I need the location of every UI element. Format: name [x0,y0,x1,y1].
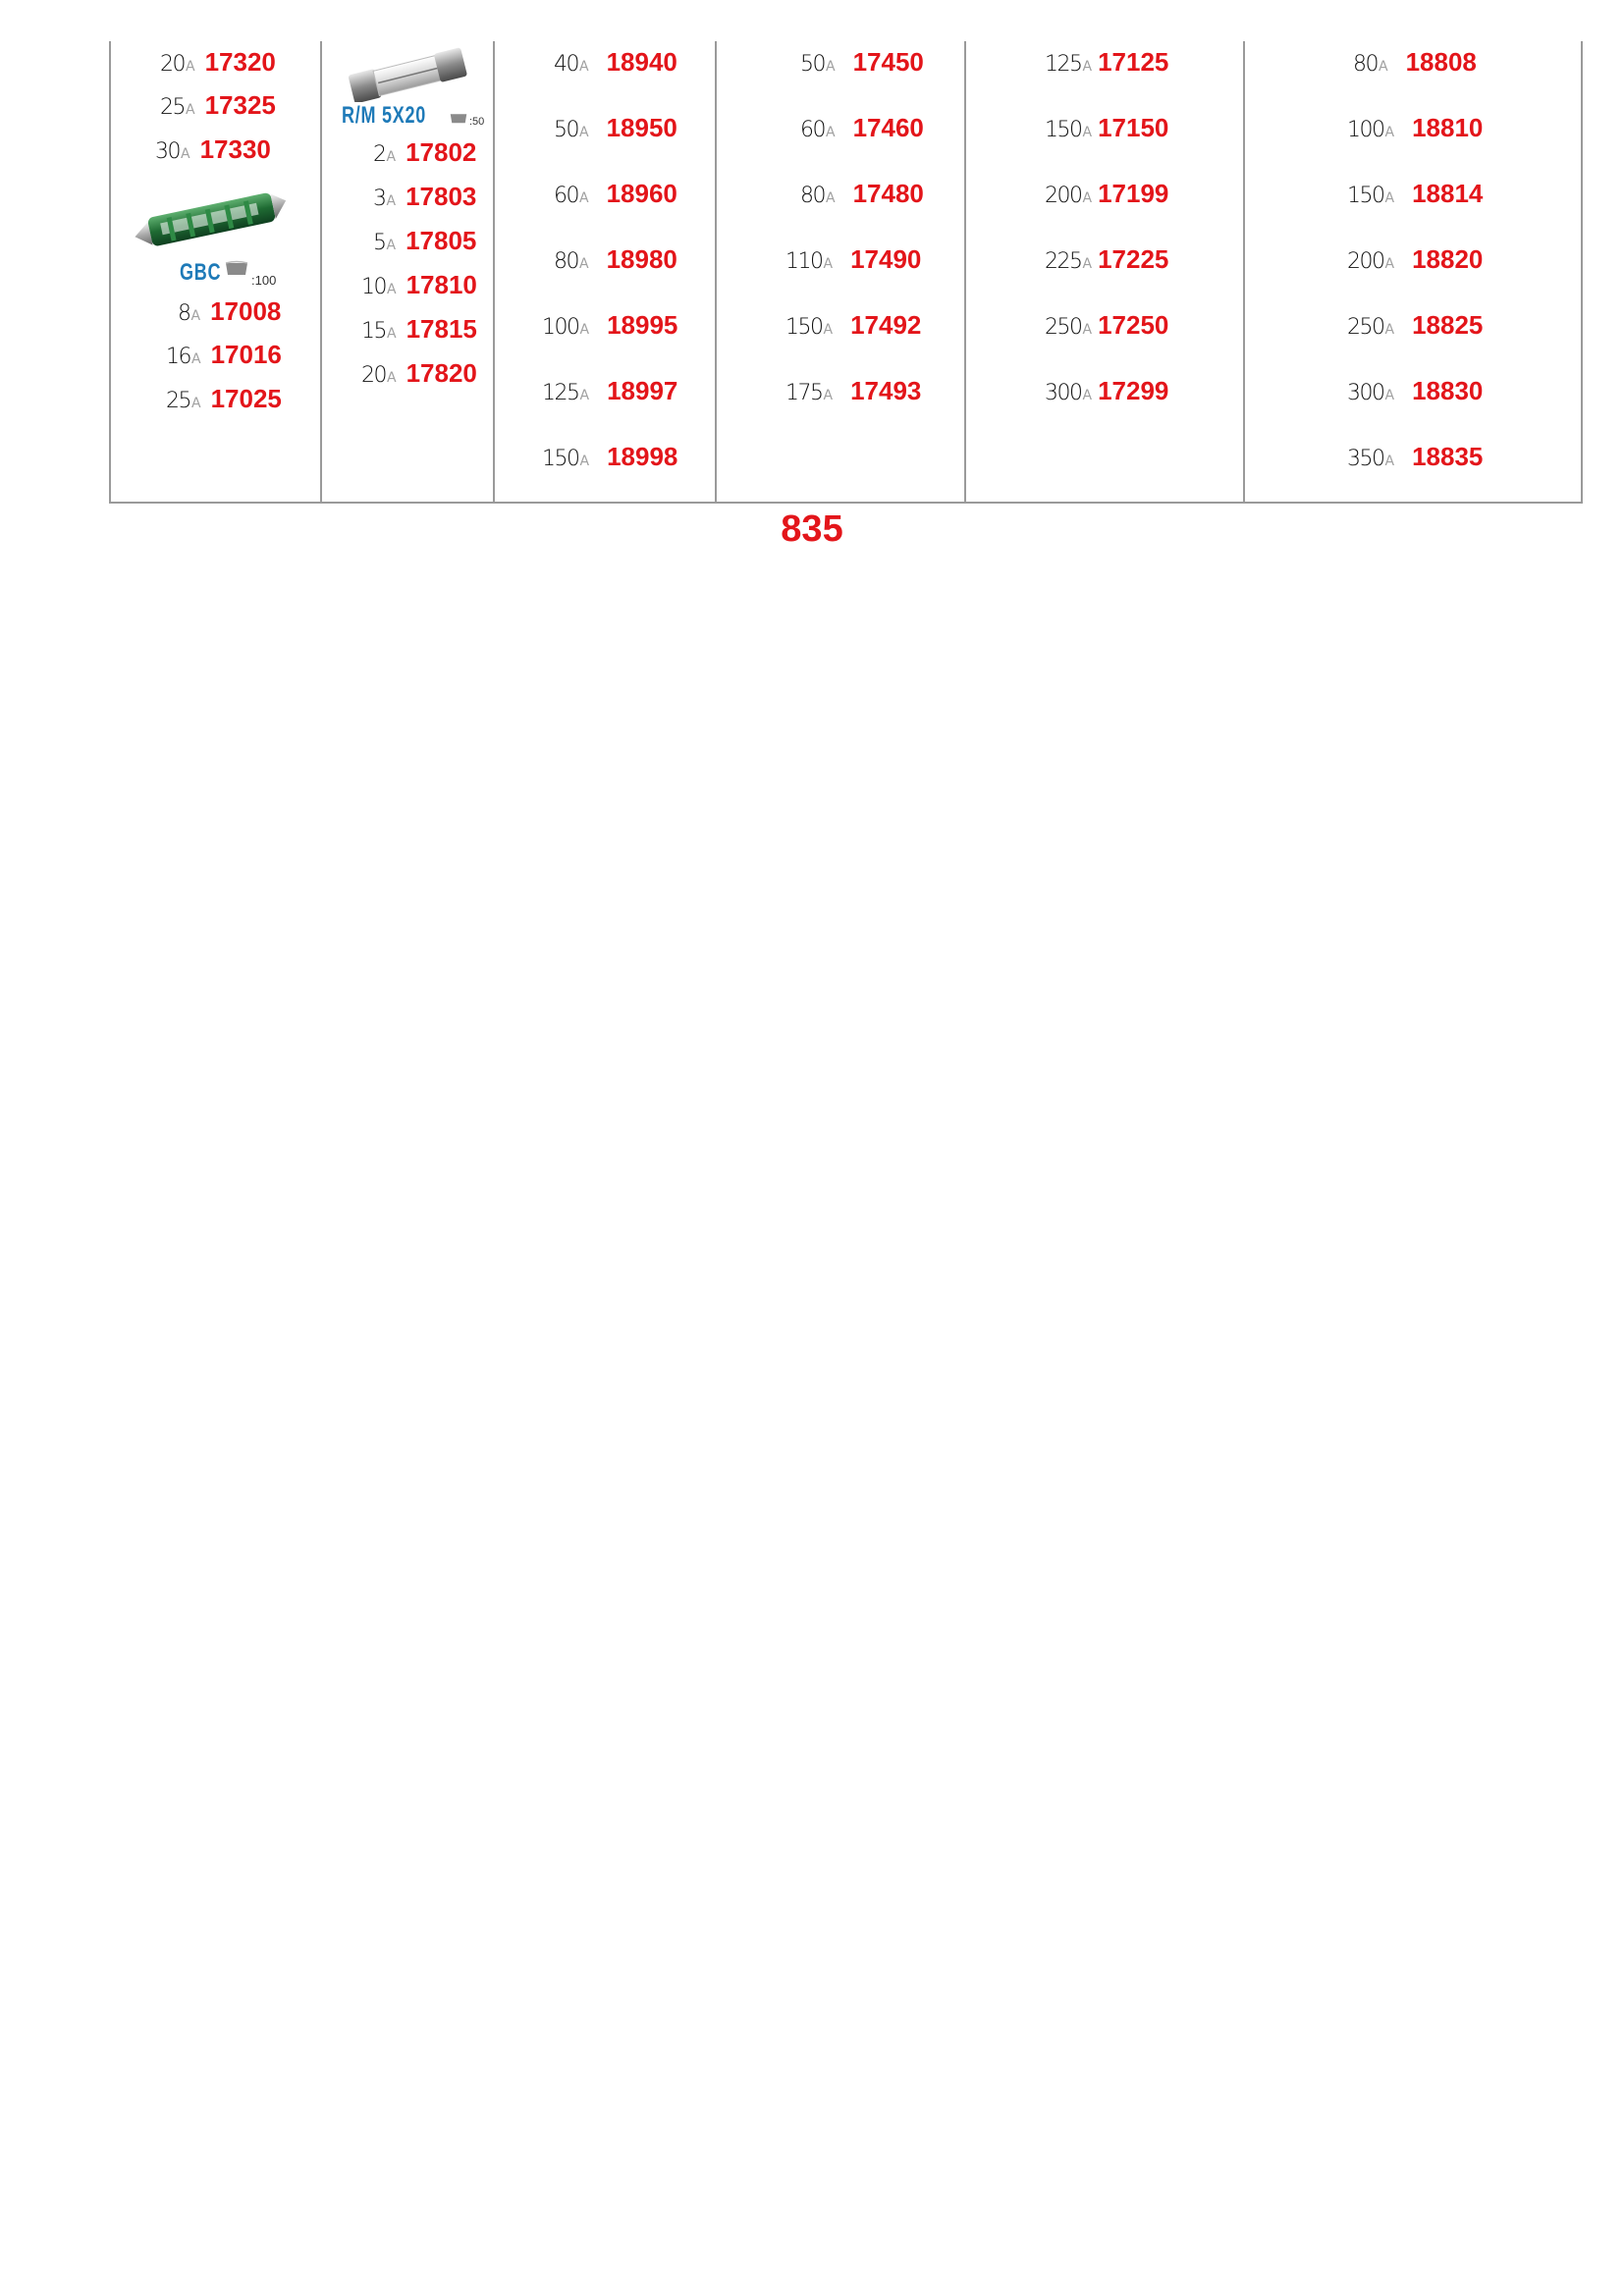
product-code: 18810 [1412,113,1484,142]
unit: A [579,322,590,338]
list-item [1045,49,1168,76]
unit: A [1384,256,1395,272]
list-item [178,298,281,325]
amperage: 50 [800,52,825,77]
product-code: 18995 [607,310,678,340]
amperage: 175 [785,381,823,405]
list-item [542,312,677,339]
list-item [800,115,924,141]
amperage: 100 [542,315,579,340]
product-code: 18814 [1412,179,1484,208]
column-4 [717,41,964,502]
unit: A [1082,125,1093,140]
amperage: 250 [1347,315,1384,340]
unit: A [826,125,836,140]
unit: A [1384,125,1395,140]
amperage: 300 [1347,381,1384,405]
unit: A [386,238,397,253]
unit: A [1082,322,1093,338]
unit: A [191,351,201,367]
list-item [1347,312,1483,339]
list-item [373,139,476,166]
amperage: 30 [155,139,180,164]
amperage: 150 [1045,118,1082,142]
column-2 [322,41,493,502]
list-item [542,378,677,404]
product-code: 17330 [199,134,271,164]
amperage: 125 [1045,52,1082,77]
amperage: 20 [160,52,185,77]
product-code: 18998 [607,442,678,471]
unit: A [1384,454,1395,469]
unit: A [1384,190,1395,206]
amperage: 350 [1347,447,1384,471]
amperage: 10 [361,275,386,299]
amperage: 80 [1353,52,1378,77]
catalog-table [109,41,1583,504]
product-code: 17450 [852,47,924,77]
amperage: 225 [1045,249,1082,274]
list-item [800,49,924,76]
product-code: 17016 [210,340,282,369]
column-1 [111,41,320,502]
product-code: 17480 [852,179,924,208]
product-code: 18825 [1412,310,1484,340]
product-code: 17802 [406,137,477,167]
amperage: 60 [554,184,578,208]
list-item [160,49,276,76]
product-code: 17803 [406,182,477,211]
amperage: 3 [373,187,386,211]
product-code: 17805 [406,226,477,255]
amperage: 100 [1347,118,1384,142]
list-item [361,272,477,298]
unit: A [579,454,590,469]
product-code: 17225 [1098,244,1169,274]
list-item [361,316,477,343]
column-6 [1245,41,1583,502]
product-code: 18940 [606,47,677,77]
amperage: 25 [160,95,185,120]
box-icon [450,112,467,124]
unit: A [826,59,836,75]
product-code: 18997 [607,376,678,405]
unit: A [823,256,834,272]
column-3 [495,41,715,502]
list-item [155,136,271,163]
product-code: 17810 [406,270,477,299]
list-item [542,444,677,470]
list-item [160,92,276,119]
amperage: 8 [178,301,190,326]
list-item [554,246,677,273]
list-item [800,181,924,207]
list-item [554,181,677,207]
list-item [166,386,282,412]
amperage: 80 [554,249,578,274]
product-code: 17493 [850,376,922,405]
unit: A [1082,256,1093,272]
list-item [1045,115,1168,141]
list-item [785,246,921,273]
product-code: 17320 [204,47,276,77]
amperage: 300 [1045,381,1082,405]
column-5 [966,41,1243,502]
unit: A [579,256,589,272]
list-item [1347,444,1483,470]
amperage: 40 [554,52,578,77]
list-item [1045,312,1168,339]
amperage: 150 [785,315,823,340]
product-label: GBC [180,259,222,286]
amperage: 200 [1045,184,1082,208]
unit: A [1379,59,1388,75]
product-code: 17150 [1098,113,1169,142]
amperage: 15 [361,319,386,344]
amperage: 150 [1347,184,1384,208]
list-item [1347,115,1483,141]
product-code: 18950 [606,113,677,142]
unit: A [579,388,590,403]
unit: A [387,370,397,386]
list-item [1347,378,1483,404]
unit: A [190,308,201,324]
list-item [1045,181,1168,207]
unit: A [387,326,397,342]
product-code: 18820 [1412,244,1484,274]
amperage: 60 [800,118,825,142]
product-code: 18830 [1412,376,1484,405]
amperage: 20 [361,363,386,388]
product-code: 17490 [850,244,922,274]
list-item [361,360,477,387]
list-item [1045,378,1168,404]
list-item [1353,49,1477,76]
product-code: 17325 [204,90,276,120]
product-code: 17815 [406,314,477,344]
unit: A [386,193,397,209]
product-code: 17250 [1098,310,1169,340]
list-item [1347,246,1483,273]
amperage: 110 [785,249,823,274]
unit: A [826,190,836,206]
unit: A [823,388,834,403]
amperage: 150 [542,447,579,471]
product-code: 18960 [606,179,677,208]
unit: A [1082,190,1093,206]
gbc-fuse-image [131,187,298,247]
product-code: 17460 [852,113,924,142]
glass-fuse-image [344,41,471,102]
product-code: 17025 [210,384,282,413]
list-item [1347,181,1483,207]
unit: A [579,59,589,75]
product-label: R/M 5X20 [342,102,427,129]
product-code: 17492 [850,310,922,340]
unit: A [579,190,589,206]
product-code: 17299 [1098,376,1169,405]
list-item [785,312,921,339]
pack-quantity: :100 [251,273,277,288]
unit: A [1384,322,1395,338]
page-number: 835 [781,508,843,550]
unit: A [1082,388,1093,403]
amperage: 16 [166,345,190,369]
unit: A [186,59,195,75]
unit: A [181,146,190,162]
product-code: 17008 [210,296,282,326]
product-code: 17820 [406,358,477,388]
amperage: 200 [1347,249,1384,274]
amperage: 80 [800,184,825,208]
box-icon [225,260,248,276]
product-code: 18980 [606,244,677,274]
product-code: 17199 [1098,179,1169,208]
amperage: 5 [373,231,386,255]
amperage: 25 [166,389,190,413]
unit: A [823,322,834,338]
unit: A [579,125,589,140]
list-item [554,115,677,141]
list-item [373,228,476,254]
unit: A [1384,388,1395,403]
product-code: 18835 [1412,442,1484,471]
unit: A [387,282,397,297]
unit: A [186,102,195,118]
amperage: 250 [1045,315,1082,340]
list-item [373,184,476,210]
list-item [166,342,282,368]
list-item [554,49,677,76]
amperage: 125 [542,381,579,405]
list-item [785,378,921,404]
pack-quantity: :50 [469,116,485,128]
amperage: 2 [373,142,386,167]
unit: A [1082,59,1093,75]
unit: A [191,396,201,411]
product-code: 18808 [1405,47,1477,77]
unit: A [386,149,397,165]
product-code: 17125 [1098,47,1169,77]
amperage: 50 [554,118,578,142]
list-item [1045,246,1168,273]
